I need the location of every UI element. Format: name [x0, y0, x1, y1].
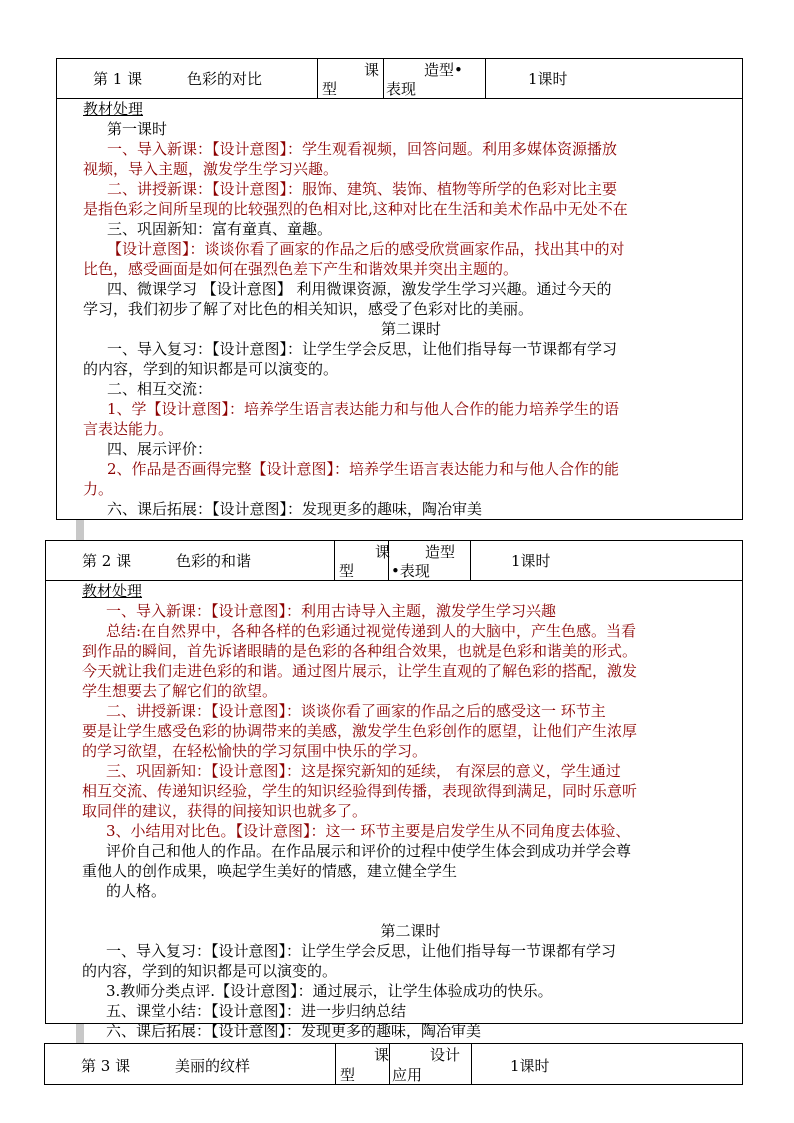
lesson-1-type-label-top: 课 — [364, 61, 380, 79]
lesson2-line: 要是让学生感受色彩的协调带来的美感，激发学生色彩创作的愿望，让他们产生浓厚 — [82, 722, 638, 740]
lesson-1-section-title: 教材处理 — [83, 100, 144, 118]
lesson2-line: 的内容，学到的知识都是可以演变的。 — [82, 962, 338, 980]
lesson-3-hours: 1课时 — [510, 1057, 550, 1075]
lesson-2-type-value-cell — [388, 541, 470, 580]
lesson2-line: 的学习欲望，在轻松愉快的学习氛围中快乐的学习。 — [82, 742, 428, 760]
lesson1-line: 1、学【设计意图】：培养学生语言表达能力和与他人合作的能力培养学生的语 — [107, 400, 620, 418]
lesson2-line: 五、课堂小结：【设计意图】：进一步归纳总结 — [106, 1002, 407, 1020]
lesson2-line: 今天就让我们走进色彩的和谐。通过图片展示，让学生直观的了解色彩的搭配，激发 — [82, 662, 638, 680]
lesson-3-title: 美丽的纹样 — [175, 1057, 251, 1075]
lesson2-line: 评价自己和他人的作品。在作品展示和评价的过程中使学生体会到成功并学会尊 — [106, 842, 632, 860]
lesson-1-type-value-bottom: 表现 — [386, 80, 417, 98]
page-break-marker-1 — [76, 520, 84, 540]
lesson-1-table — [56, 58, 743, 520]
lesson1-line: 四、展示评价： — [107, 440, 213, 458]
lesson-1-type-value-top: 造型• — [424, 61, 463, 79]
lesson2-line: 学生想要去了解它们的欲望。 — [82, 682, 278, 700]
lesson-3-type-label-top: 课 — [374, 1046, 390, 1064]
lesson1-line: 言表达能力。 — [83, 420, 174, 438]
lesson-1-type-label-bottom: 型 — [322, 80, 338, 98]
lesson2-line: 一、导入复习：【设计意图】：让学生学会反思，让他们指导每一节课都有学习 — [106, 942, 617, 960]
lesson-1-body — [57, 99, 742, 521]
lesson-3-hours-cell — [471, 1044, 742, 1084]
lesson1-line: 三、巩固新知：富有童真、童趣。 — [107, 220, 333, 238]
lesson-1-header-row — [57, 59, 742, 99]
lesson2-line: 第二课时 — [380, 922, 441, 940]
lesson-2-type-value-bottom: •表现 — [391, 562, 430, 580]
lesson-1-lines — [83, 119, 739, 519]
lesson-3-type-label-cell — [335, 1044, 389, 1084]
lesson-2-hours-cell — [470, 541, 742, 580]
lesson-1-hours-cell — [485, 59, 742, 98]
lesson-1-title-cell — [57, 59, 317, 98]
lesson2-line: 3.教师分类点评.【设计意图】：通过展示，让学生体验成功的快乐。 — [106, 982, 553, 1000]
lesson-2-type-value-top: 造型 — [425, 543, 456, 561]
lesson1-line: 第一课时 — [107, 120, 168, 138]
lesson2-line: 重他人的创作成果，唤起学生美好的情感，建立健全学生 — [82, 862, 458, 880]
lesson1-line: 【设计意图】：谈谈你看了画家的作品之后的感受欣赏画家作品，找出其中的对 — [107, 240, 625, 258]
lesson-2-lines — [82, 601, 739, 1041]
lesson-3-title-cell — [45, 1044, 335, 1084]
lesson-1-type-label-cell — [317, 59, 383, 98]
lesson2-line: 到作品的瞬间，首先诉诸眼睛的是色彩的各种组合效果，也就是色彩和谐美的形式。 — [82, 642, 638, 660]
lesson1-line: 一、导入复习：【设计意图】：让学生学会反思，让他们指导每一节课都有学习 — [107, 340, 618, 358]
lesson-1-type-value-cell — [383, 59, 485, 98]
lesson2-line: 相互交流、传递知识经验，学生的知识经验得到传播，表现欲得到满足，同时乐意听 — [82, 782, 638, 800]
lesson-3-table — [44, 1043, 743, 1085]
lesson-2-section-title: 教材处理 — [82, 582, 143, 600]
lesson-3-type-value-bottom: 应用 — [392, 1066, 423, 1084]
lesson-3-number: 第 3 课 — [81, 1057, 131, 1075]
lesson-2-hours: 1课时 — [511, 552, 551, 570]
page-break-marker-2 — [76, 1024, 84, 1044]
lesson1-line: 比色，感受画面是如何在强烈色差下产生和谐效果并突出主题的。 — [83, 260, 519, 278]
lesson1-line: 学习，我们初步了解了对比色的相关知识，感受了色彩对比的美丽。 — [83, 300, 534, 318]
lesson-2-header-row — [46, 541, 742, 581]
lesson1-line: 二、讲授新课：【设计意图】：服饰、建筑、装饰、植物等所学的色彩对比主要 — [107, 180, 618, 198]
lesson1-line: 力。 — [83, 480, 114, 498]
lesson-1-number: 第 1 课 — [93, 70, 143, 88]
lesson-2-title-cell — [46, 541, 334, 580]
lesson1-line: 2、作品是否画得完整【设计意图】：培养学生语言表达能力和与他人合作的能 — [107, 460, 620, 478]
lesson-2-type-label-cell — [334, 541, 391, 580]
lesson1-line: 四、微课学习 【设计意图】 利用微课资源，激发学生学习兴趣。通过今天的 — [107, 280, 612, 298]
lesson2-line: 六、课后拓展：【设计意图】：发现更多的趣味，陶冶审美 — [106, 1022, 482, 1040]
lesson2-line: 取同伴的建议，获得的间接知识也就多了。 — [82, 802, 368, 820]
lesson-2-type-label-top: 课 — [375, 543, 391, 561]
lesson-1-title: 色彩的对比 — [187, 70, 263, 88]
lesson1-line: 二、相互交流： — [107, 380, 213, 398]
lesson2-line: 二、讲授新课：【设计意图】：谈谈你看了画家的作品之后的感受这一 环节主 — [106, 702, 606, 720]
lesson1-line: 的内容，学到的知识都是可以演变的。 — [83, 360, 339, 378]
lesson-3-header-row — [45, 1044, 742, 1084]
lesson2-line: 的人格。 — [106, 882, 167, 900]
lesson2-line: 总结:在自然界中，各种各样的色彩通过视觉传递到人的大脑中，产生色感。当看 — [106, 622, 637, 640]
lesson-2-body — [46, 581, 742, 1043]
lesson1-line: 是指色彩之间所呈现的比较强烈的色相对比,这种对比在生活和美术作品中无处不在 — [83, 200, 628, 218]
lesson1-line: 第二课时 — [380, 320, 441, 338]
lesson-3-type-value-cell — [389, 1044, 471, 1084]
lesson-2-number: 第 2 课 — [82, 552, 132, 570]
lesson1-line: 视频，导入主题，激发学生学习兴趣。 — [83, 160, 339, 178]
lesson-2-type-label-bottom: 型 — [339, 562, 355, 580]
lesson-2-table — [45, 540, 743, 1040]
lesson-1-hours: 1课时 — [528, 70, 568, 88]
lesson1-line: 一、导入新课：【设计意图】：学生观看视频，回答问题。利用多媒体资源播放 — [107, 140, 618, 158]
lesson-2-title: 色彩的和谐 — [176, 552, 252, 570]
lesson-3-type-label-bottom: 型 — [340, 1066, 356, 1084]
lesson2-line: 三、巩固新知：【设计意图】：这是探究新知的延续， 有深层的意义，学生通过 — [106, 762, 621, 780]
lesson2-line — [82, 901, 739, 921]
lesson1-line: 六、课后拓展：【设计意图】：发现更多的趣味，陶冶审美 — [107, 500, 483, 518]
lesson2-line: 3、小结用对比色。【设计意图】：这一 环节主要是启发学生从不同角度去体验、 — [106, 822, 631, 840]
lesson-3-type-value-top: 设计 — [430, 1046, 461, 1064]
lesson2-line: 一、导入新课：【设计意图】：利用古诗导入主题，激发学生学习兴趣 — [106, 602, 557, 620]
